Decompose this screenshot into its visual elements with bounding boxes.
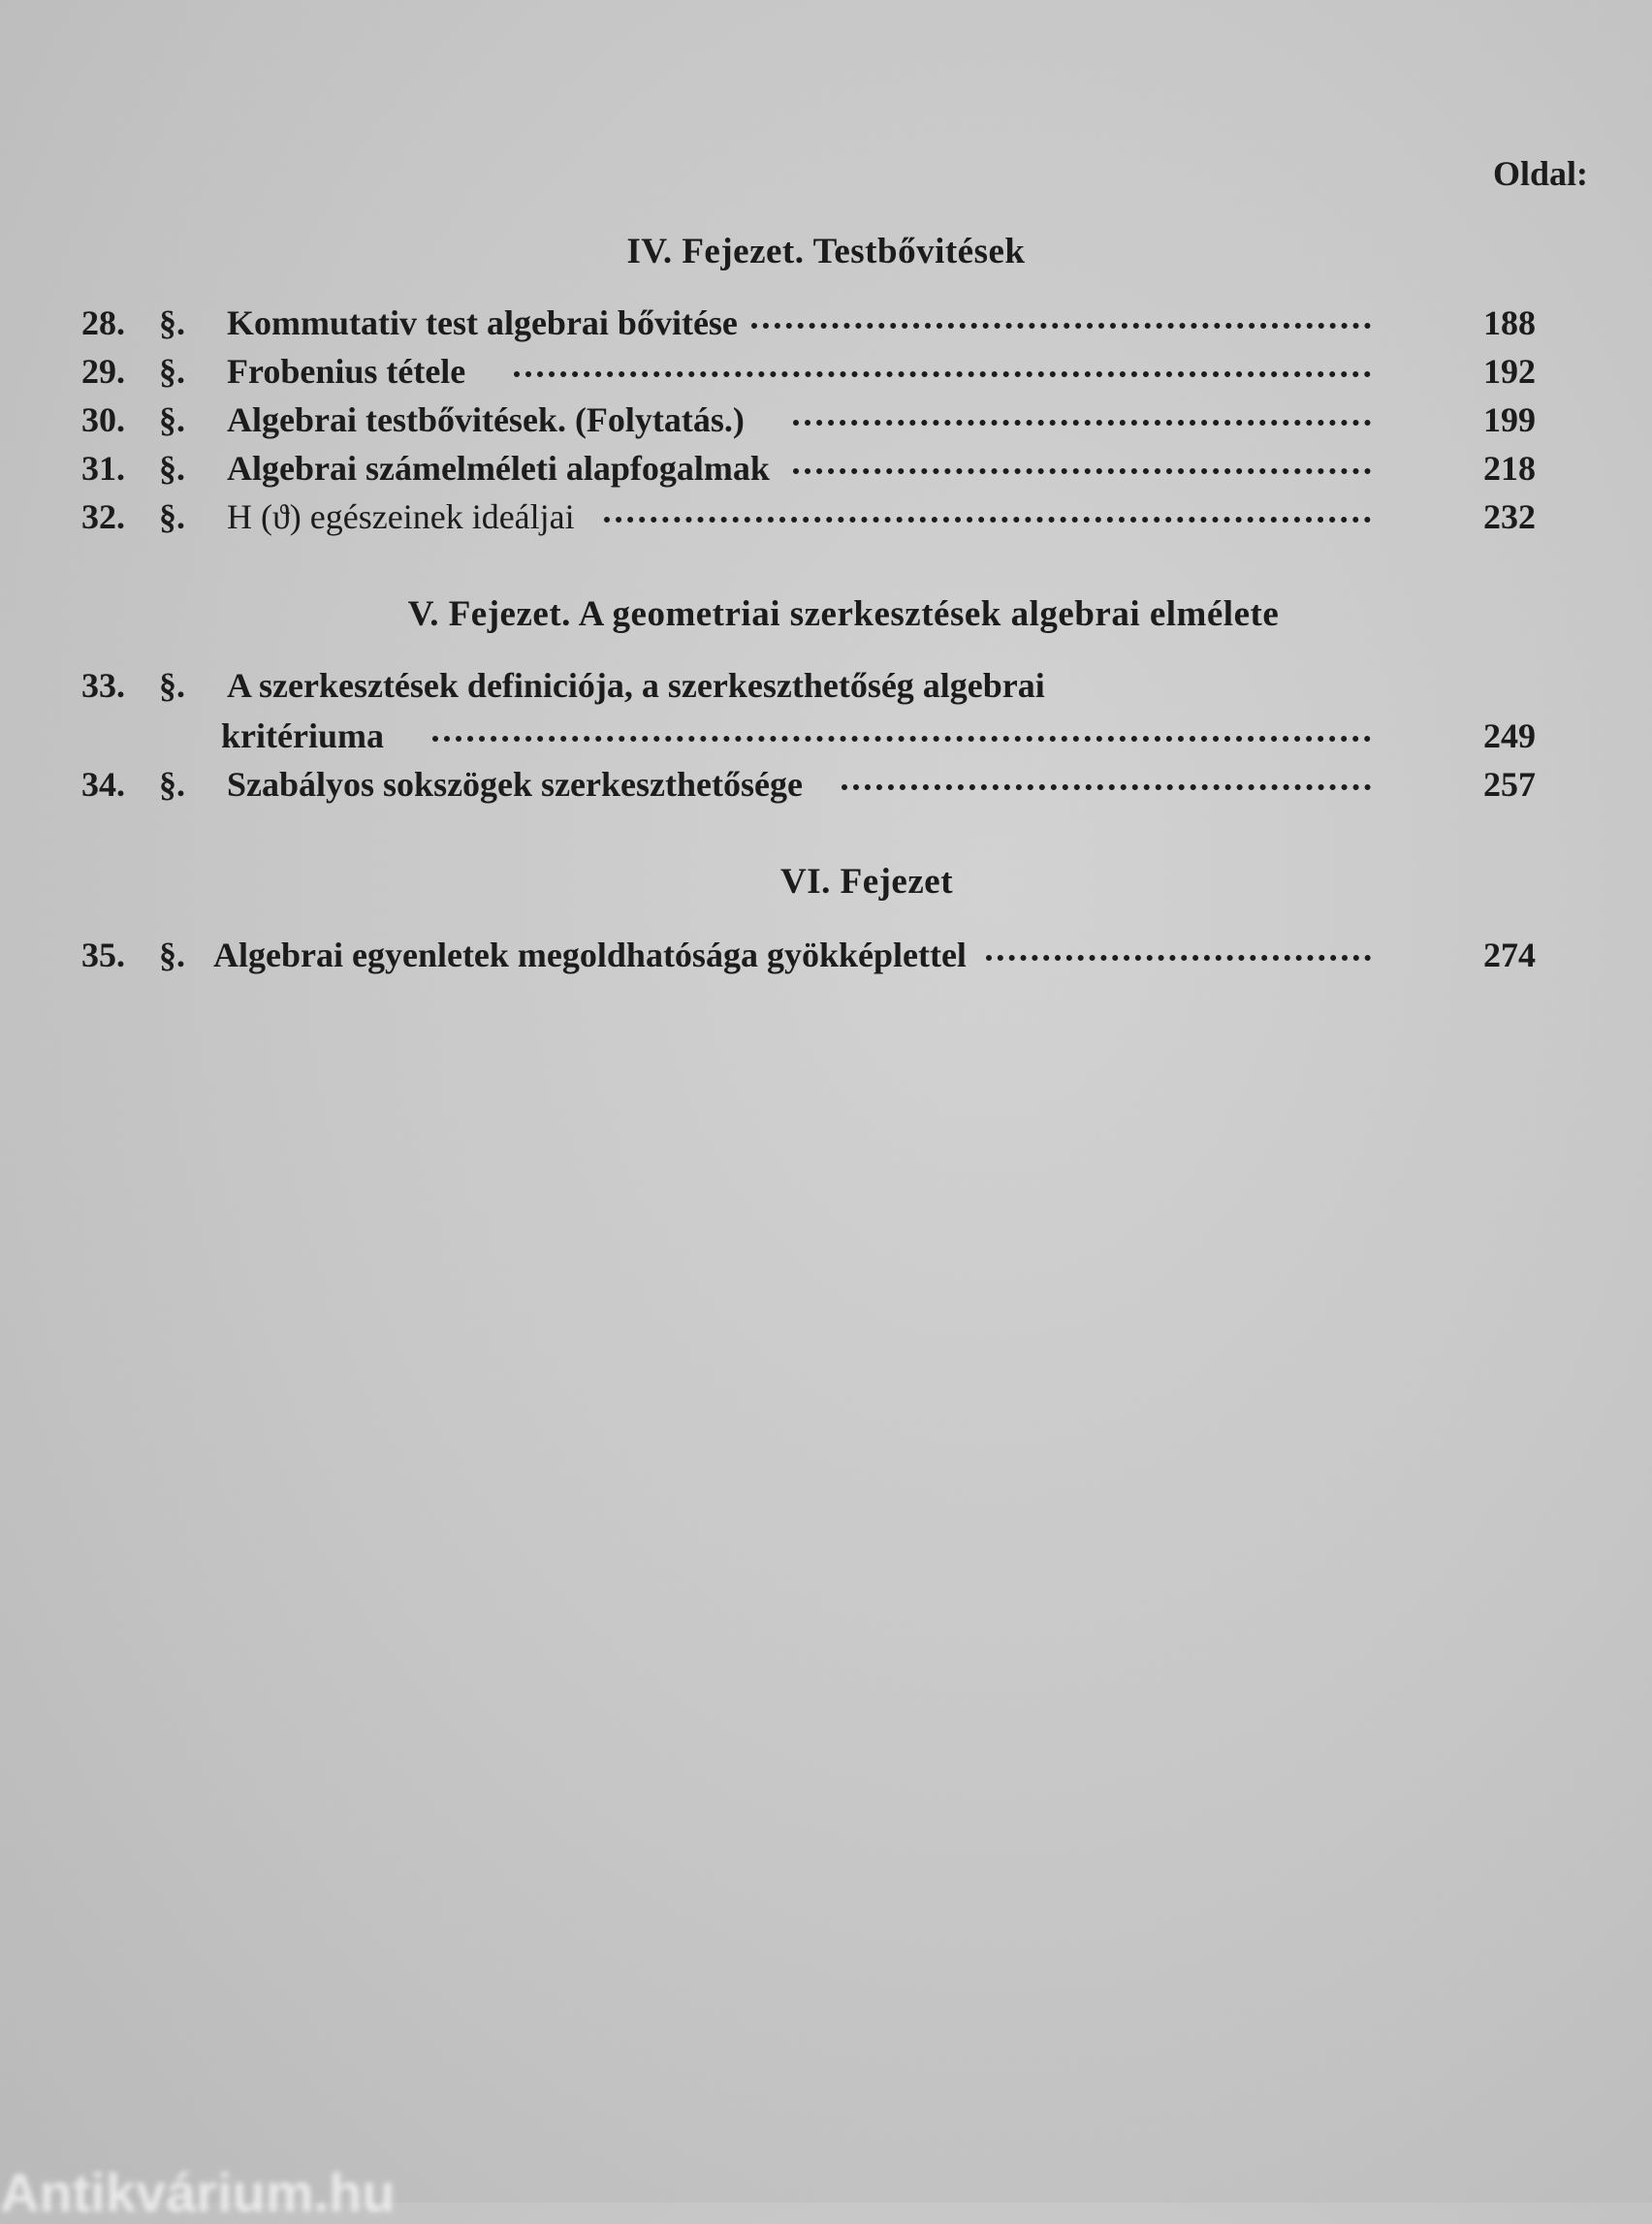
entry-number: 28. [81,303,125,342]
entry-number: 33. [81,666,125,705]
toc-entry-continuation [81,715,1536,758]
section-sign: §. [159,400,185,439]
entry-title: Algebrai számelméleti alapfogalmak [227,449,770,488]
entry-number: 31. [81,449,125,488]
entry-number: 30. [81,400,125,439]
dot-leader [986,955,1371,961]
entry-number: 35. [81,936,125,974]
entry-page: 274 [1483,936,1536,974]
toc-entry [81,764,1536,807]
dot-leader [514,371,1371,377]
entry-title: Kommutativ test algebrai bővitése [227,303,738,342]
entry-page: 257 [1483,765,1536,804]
entry-number: 32. [81,497,125,536]
entry-page: 232 [1483,497,1536,536]
dot-leader [751,323,1371,329]
toc-entry [81,935,1536,977]
entry-title: Algebrai testbővitések. (Folytatás.) [227,400,745,439]
dot-leader [604,517,1371,523]
entry-page: 188 [1483,303,1536,342]
entry-title: Frobenius tétele [227,352,466,391]
chapter-heading-v: V. Fejezet. A geometriai szerkesztések algebrai elmélete [407,594,1280,634]
watermark: Antikvárium.hu [0,2162,396,2223]
toc-entry [81,496,1536,539]
dot-leader [793,420,1371,426]
entry-page: 192 [1483,352,1536,391]
toc-entry [81,302,1536,345]
entry-number: 29. [81,352,125,391]
entry-number: 34. [81,765,125,804]
entry-page: 249 [1483,716,1536,755]
section-sign: §. [159,765,185,804]
entry-page: 199 [1483,400,1536,439]
entry-title: Szabályos sokszögek szerkeszthetősége [227,765,803,804]
entry-title: Algebrai egyenletek megoldhatósága gyökképlettel [213,936,967,974]
toc-entry [81,351,1536,394]
section-sign: §. [159,666,185,705]
entry-title: A szerkesztések definiciója, a szerkeszthetőség algebrai [227,666,1045,705]
entry-title: H (ϑ) egészeinek ideáljai [227,497,575,536]
chapter-heading-vi: VI. Fejezet [779,862,954,902]
toc-entry [81,399,1536,442]
dot-leader [432,736,1371,742]
entry-title-continuation: kritériuma [221,716,384,755]
chapter-heading-iv: IV. Fejezet. Testbővitések [626,232,1026,271]
toc-entry [81,665,1536,708]
section-sign: §. [159,352,185,391]
dot-leader [842,784,1371,790]
page-column-label: Oldal: [1492,154,1588,193]
section-sign: §. [159,936,185,974]
toc-entry [81,448,1536,491]
section-sign: §. [159,303,185,342]
section-sign: §. [159,449,185,488]
section-sign: §. [159,497,185,536]
dot-leader [793,468,1371,474]
entry-page: 218 [1483,449,1536,488]
